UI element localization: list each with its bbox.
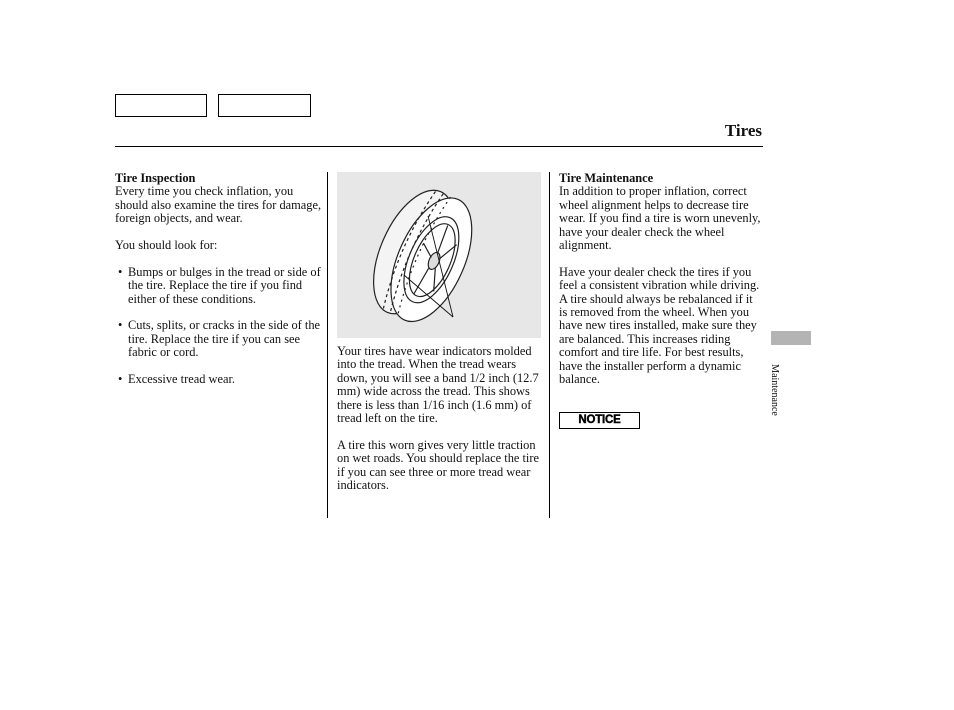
column-wear-indicators — [337, 345, 545, 506]
notice-box — [559, 412, 640, 429]
column-tire-maintenance — [559, 172, 764, 400]
paragraph: Your tires have wear indicators molded into the tread. When the tread wears down, you will see a band 1/2 inch (12.7 mm) wide across the tread. This shows there is less than 1/16 inch (1.6 mm) of tread left on the tire. — [337, 344, 539, 426]
column-divider — [549, 172, 550, 518]
list-item: • Excessive tread wear. — [115, 373, 323, 386]
nav-button-contents[interactable] — [115, 94, 207, 117]
tire-illustration — [337, 172, 541, 338]
page-title: Tires — [724, 121, 762, 140]
nav-button-index[interactable] — [218, 94, 311, 117]
tire-wear-indicator-figure — [337, 172, 541, 338]
paragraph: In addition to proper inflation, correct wheel alignment helps to decrease tire wear. If you find a tire is worn unevenly, have your dealer check the wheel alignment. — [559, 184, 761, 253]
paragraph: A tire this worn gives very little traction on wet roads. You should replace the tire if you can see three or more tread wear indicators. — [337, 437, 539, 493]
paragraph: Every time you check inflation, you should also examine the tires for damage, foreign objects, and wear. — [115, 184, 322, 226]
bullet-list — [115, 266, 323, 387]
paragraph: You should look for: — [115, 238, 218, 253]
notice-label: NOTICE — [578, 414, 621, 426]
section-heading: Tire Inspection — [115, 171, 196, 185]
column-tire-inspection — [115, 172, 323, 400]
section-heading: Tire Maintenance — [559, 171, 654, 185]
list-item: • Cuts, splits, or cracks in the side of the tire. Replace the tire if you can see fabric or cord. — [115, 319, 323, 359]
section-tab-marker[interactable] — [771, 331, 811, 345]
column-divider — [327, 172, 328, 518]
list-item: • Bumps or bulges in the tread or side of the tire. Replace the tire if you find either of these conditions. — [115, 266, 323, 306]
paragraph: Have your dealer check the tires if you feel a consistent vibration while driving. A tire should always be rebalanced if it is removed from the wheel. When you have new tires installed, make sure they are balanced. This increases riding comfort and tire life. For best results, have the installer perform a dynamic balance. — [559, 264, 760, 387]
side-section-text: Maintenance — [769, 364, 780, 416]
title-divider — [115, 146, 763, 147]
